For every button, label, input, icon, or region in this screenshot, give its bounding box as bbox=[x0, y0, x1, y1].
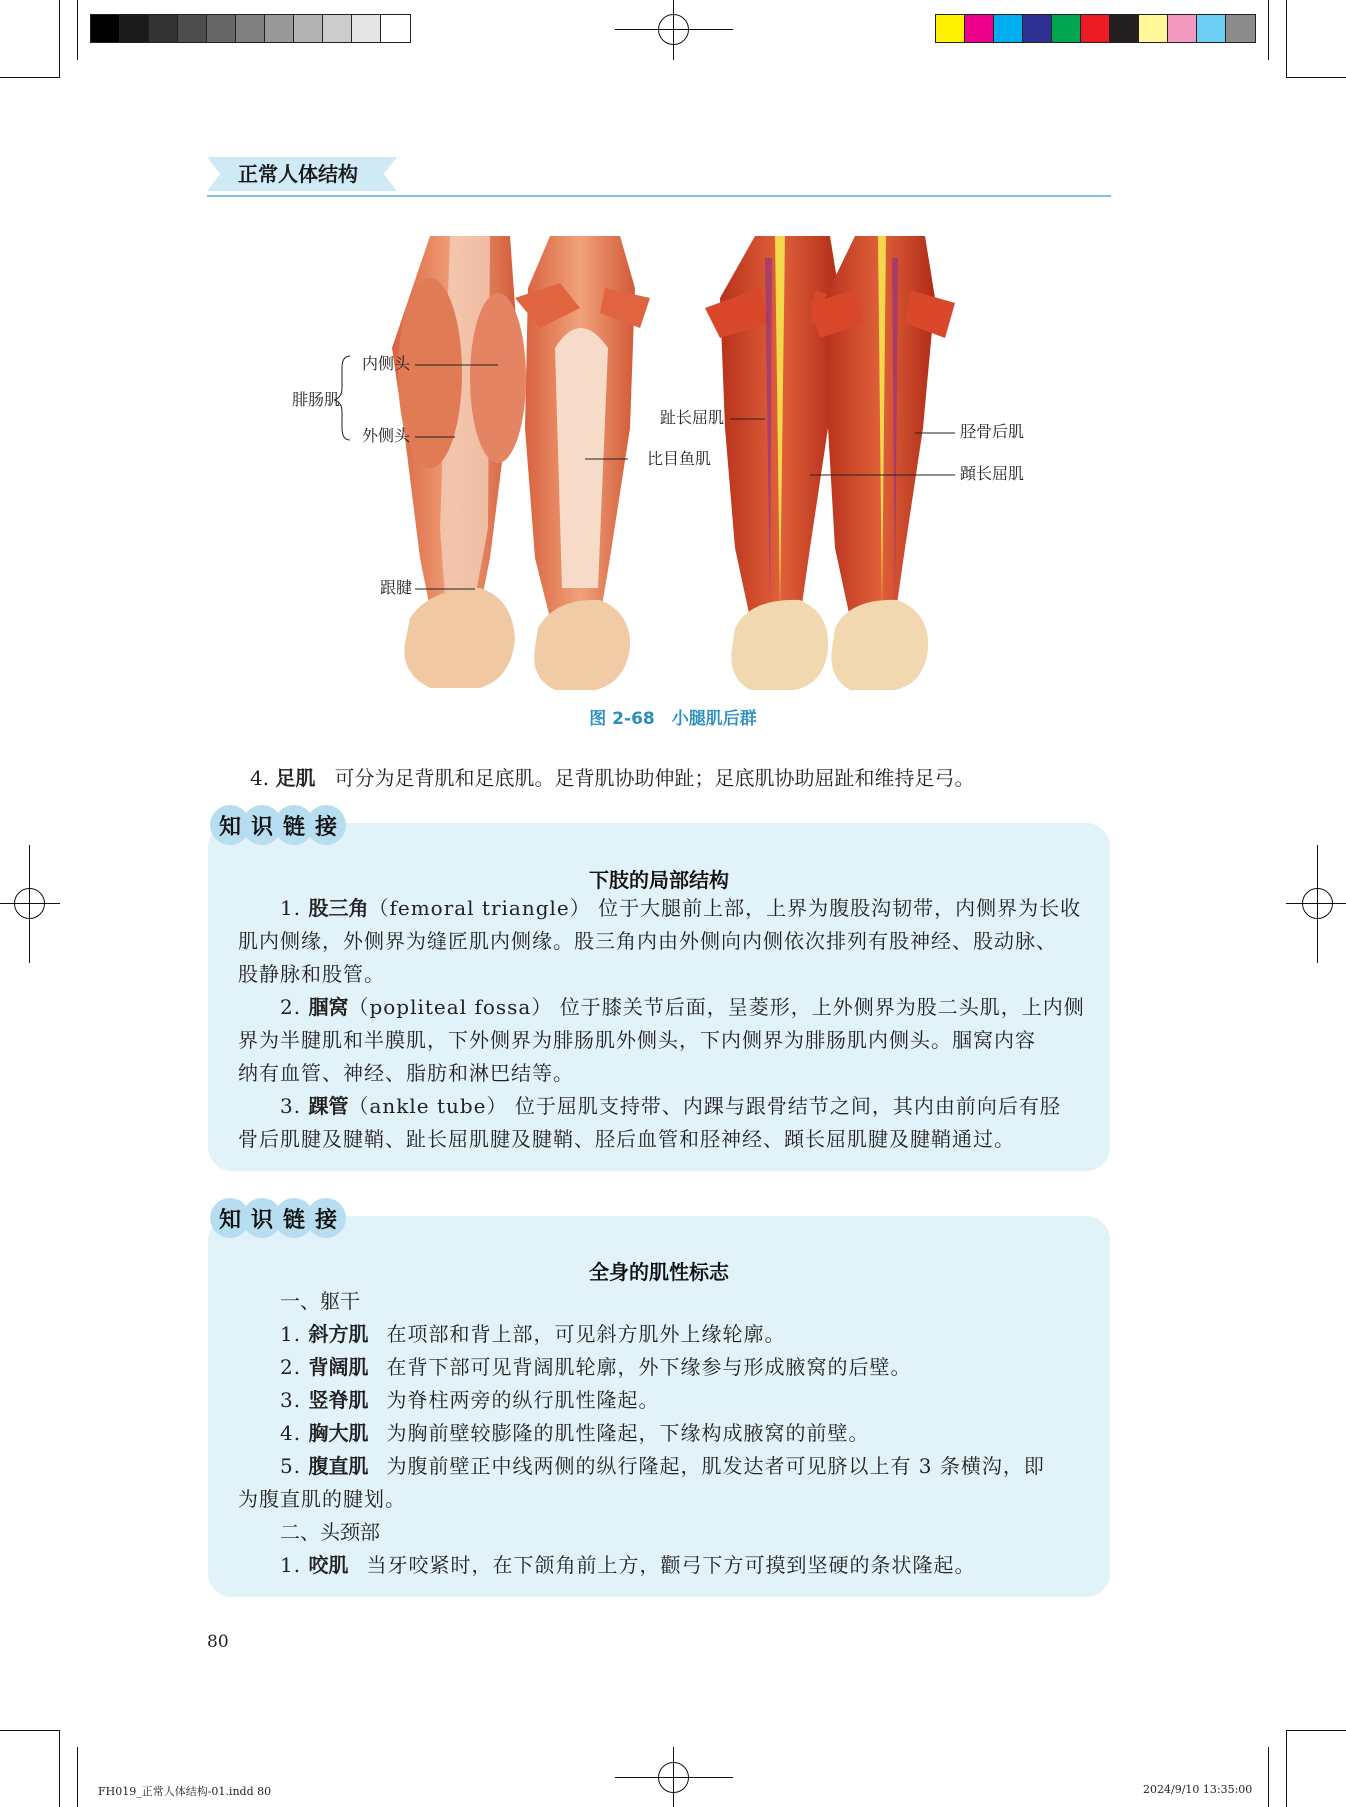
item-term: 竖脊肌 bbox=[308, 1388, 369, 1412]
label-flexor-hallucis-longus: 蹞长屈肌 bbox=[960, 464, 1025, 483]
item-number: 2. bbox=[280, 1355, 309, 1379]
item-number: 4. bbox=[250, 766, 270, 790]
box-line bbox=[238, 958, 385, 991]
item-text: （popliteal fossa） 位于膝关节后面，呈菱形，上外侧界为股二头肌，上内侧 bbox=[348, 995, 1085, 1019]
item-number: 1. bbox=[280, 1553, 309, 1577]
item-text: 为胸前壁较膨隆的肌性隆起，下缘构成腋窝的前壁。 bbox=[386, 1421, 870, 1445]
calibration-swatch bbox=[236, 15, 265, 42]
item-number: 1. bbox=[280, 896, 309, 920]
calibration-swatch bbox=[1081, 15, 1110, 42]
header-rule bbox=[207, 195, 1111, 197]
badge-character: 接 bbox=[306, 1198, 346, 1238]
color-calibration-bar bbox=[935, 14, 1256, 43]
slug-file: FH019_正常人体结构-01.indd 80 bbox=[98, 1785, 272, 1798]
section-heading: 一、躯干 bbox=[280, 1289, 360, 1313]
label-achilles-tendon: 跟腱 bbox=[380, 578, 413, 597]
item-term: 腘窝 bbox=[308, 995, 349, 1019]
box-line bbox=[238, 1057, 574, 1090]
item-term: 胸大肌 bbox=[308, 1421, 369, 1445]
label-medial-head: 内侧头 bbox=[362, 354, 411, 373]
calibration-swatch bbox=[178, 15, 207, 42]
item-term: 踝管 bbox=[308, 1094, 349, 1118]
item-term: 咬肌 bbox=[308, 1553, 349, 1577]
label-soleus: 比目鱼肌 bbox=[647, 449, 712, 468]
knowledge-link-badge bbox=[210, 1198, 338, 1238]
item-text: 股静脉和股管。 bbox=[238, 962, 385, 986]
badge-character: 识 bbox=[242, 805, 282, 845]
badge-character: 接 bbox=[306, 805, 346, 845]
foot-muscle-paragraph bbox=[250, 762, 975, 795]
calibration-swatch bbox=[936, 15, 965, 42]
badge-character: 知 bbox=[210, 1198, 250, 1238]
page-number: 80 bbox=[207, 1632, 229, 1652]
item-text: 在项部和背上部，可见斜方肌外上缘轮廓。 bbox=[386, 1322, 786, 1346]
calibration-swatch bbox=[1168, 15, 1197, 42]
leg-4-deep-layer bbox=[810, 236, 955, 690]
box-title: 全身的肌性标志 bbox=[589, 1260, 729, 1284]
box-line bbox=[280, 1516, 380, 1549]
calibration-swatch bbox=[381, 15, 410, 42]
slug-date: 2024/9/10 13:35:00 bbox=[1143, 1783, 1253, 1796]
item-text: 为脊柱两旁的纵行肌性隆起。 bbox=[386, 1388, 660, 1412]
leg-1-gastrocnemius bbox=[392, 236, 526, 688]
box-title: 下肢的局部结构 bbox=[589, 868, 729, 892]
item-text: 肌内侧缘，外侧界为缝匠肌内侧缘。股三角内由外侧向内侧依次排列有股神经、股动脉、 bbox=[238, 929, 1057, 953]
calibration-swatch bbox=[1197, 15, 1226, 42]
box-line bbox=[238, 1483, 406, 1516]
calibration-swatch bbox=[1110, 15, 1139, 42]
box-line bbox=[280, 1549, 975, 1582]
item-text: （ankle tube） 位于屈肌支持带、内踝与跟骨结节之间，其内由前向后有胫 bbox=[348, 1094, 1061, 1118]
label-tibialis-posterior: 胫骨后肌 bbox=[960, 422, 1025, 441]
item-number: 1. bbox=[280, 1322, 309, 1346]
badge-character: 链 bbox=[274, 1198, 314, 1238]
box-line bbox=[280, 1090, 1061, 1123]
calibration-swatch bbox=[1052, 15, 1081, 42]
box-line bbox=[280, 1318, 785, 1351]
box-line bbox=[280, 1351, 911, 1384]
item-number: 2. bbox=[280, 995, 309, 1019]
section-heading: 二、头颈部 bbox=[280, 1520, 380, 1544]
label-flexor-digitorum-longus: 趾长屈肌 bbox=[660, 408, 725, 427]
badge-character: 识 bbox=[242, 1198, 282, 1238]
label-gastrocnemius: 腓肠肌 bbox=[292, 390, 341, 409]
item-number: 4. bbox=[280, 1421, 309, 1445]
item-text: 可分为足背肌和足底肌。足背肌协助伸趾；足底肌协助屈趾和维持足弓。 bbox=[334, 766, 975, 790]
calibration-swatch bbox=[207, 15, 236, 42]
calibration-swatch bbox=[120, 15, 149, 42]
page-title: 正常人体结构 bbox=[238, 162, 358, 186]
item-text: 在背下部可见背阔肌轮廓，外下缘参与形成腋窝的后壁。 bbox=[386, 1355, 912, 1379]
box-line bbox=[238, 1123, 1015, 1156]
calibration-swatch bbox=[265, 15, 294, 42]
box-line bbox=[280, 1285, 360, 1318]
box-line bbox=[280, 991, 1085, 1024]
item-text: 为腹直肌的腱划。 bbox=[238, 1487, 406, 1511]
item-text: 纳有血管、神经、脂肪和淋巴结等。 bbox=[238, 1061, 574, 1085]
item-term: 足肌 bbox=[275, 766, 316, 790]
item-text: 界为半腱肌和半膜肌，下外侧界为腓肠肌外侧头，下内侧界为腓肠肌内侧头。腘窝内容 bbox=[238, 1028, 1036, 1052]
item-term: 股三角 bbox=[308, 896, 369, 920]
box-line bbox=[280, 892, 1081, 925]
box-line bbox=[280, 1450, 1045, 1483]
item-number: 3. bbox=[280, 1094, 309, 1118]
calibration-swatch bbox=[965, 15, 994, 42]
figure-caption: 图 2-68 小腿肌后群 bbox=[589, 709, 757, 729]
item-text: 为腹前壁正中线两侧的纵行隆起，肌发达者可见脐以上有 3 条横沟，即 bbox=[386, 1454, 1045, 1478]
calibration-swatch bbox=[1139, 15, 1168, 42]
label-lateral-head: 外侧头 bbox=[362, 426, 411, 445]
item-number: 3. bbox=[280, 1388, 309, 1412]
calibration-swatch bbox=[1023, 15, 1052, 42]
box-line bbox=[280, 1384, 659, 1417]
grayscale-calibration-bar bbox=[90, 14, 411, 43]
badge-character: 链 bbox=[274, 805, 314, 845]
item-term: 腹直肌 bbox=[308, 1454, 369, 1478]
item-term: 背阔肌 bbox=[308, 1355, 369, 1379]
calibration-swatch bbox=[149, 15, 178, 42]
leg-muscle-figure bbox=[280, 228, 1080, 698]
calibration-swatch bbox=[352, 15, 381, 42]
item-term: 斜方肌 bbox=[308, 1322, 369, 1346]
box-line bbox=[238, 925, 1057, 958]
item-number: 5. bbox=[280, 1454, 309, 1478]
item-text: （femoral triangle） 位于大腿前上部，上界为腹股沟韧带，内侧界为长收 bbox=[368, 896, 1082, 920]
calibration-swatch bbox=[91, 15, 120, 42]
calibration-swatch bbox=[994, 15, 1023, 42]
item-text: 骨后肌腱及腱鞘、趾长屈肌腱及腱鞘、胫后血管和胫神经、蹞长屈肌腱及腱鞘通过。 bbox=[238, 1127, 1015, 1151]
calibration-swatch bbox=[1226, 15, 1255, 42]
item-text: 当牙咬紧时，在下颌角前上方，颧弓下方可摸到坚硬的条状隆起。 bbox=[366, 1553, 976, 1577]
box-line bbox=[280, 1417, 869, 1450]
calibration-swatch bbox=[323, 15, 352, 42]
calibration-swatch bbox=[294, 15, 323, 42]
leg-2-soleus bbox=[515, 236, 650, 690]
knowledge-link-badge bbox=[210, 805, 338, 845]
box-line bbox=[238, 1024, 1036, 1057]
badge-character: 知 bbox=[210, 805, 250, 845]
